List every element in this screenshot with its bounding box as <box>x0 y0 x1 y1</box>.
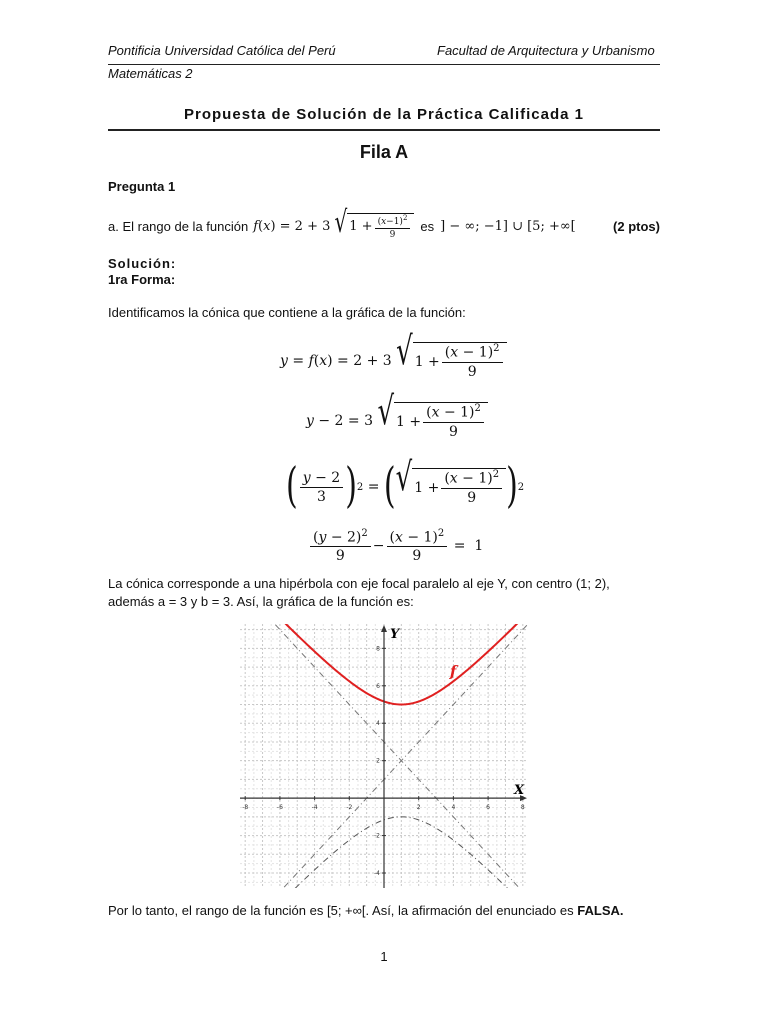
statement-middle: es <box>420 218 435 234</box>
x-axis-label: X <box>514 783 525 799</box>
x-tick-label: 2 <box>416 804 421 812</box>
conclusion-line-1: La cónica corresponde a una hipérbola con eje focal paralelo al eje Y, con centro (1; 2), <box>108 576 610 591</box>
conclusion-line-2: además a = 3 y b = 3. Así, la gráfica de la función es: <box>108 594 414 609</box>
equation-4: $\frac{(y - 2)^2}{9}$ − $\frac{(x - 1)^2}{9}$ = 1 <box>308 526 483 566</box>
y-tick-label: 8 <box>376 645 380 653</box>
course-name: Matemáticas 2 <box>108 66 193 81</box>
faculty-name: Facultad de Arquitectura y Urbanismo <box>437 43 655 58</box>
subtitle: Fila A <box>359 142 409 162</box>
x-tick-label: -6 <box>276 804 283 812</box>
graph-axes <box>240 625 527 888</box>
equation-1: y = f ( x ) = 2 + 3 √ 1 + $\frac{(x - 1)^2}{9}$ <box>280 338 507 384</box>
x-tick-label: 4 <box>451 804 456 812</box>
solution-intro: Identificamos la cónica que contiene a la gráfica de la función: <box>108 305 466 320</box>
final-prefix: Por lo tanto, el rango de la función es [5; +∞[. Así, la afirmación del enunciado es <box>108 903 574 918</box>
page-number: 1 <box>380 949 388 964</box>
equation-3: ( $\frac{y - 2}{3}$ ) 2 = ( √ 1 + $\frac{(x - 1)^2}{9}$ ) 2 <box>286 455 525 515</box>
x-tick-label: -4 <box>311 804 318 812</box>
hyperbola-graph <box>240 624 528 888</box>
y-tick-label: -2 <box>374 832 380 840</box>
y-axis-label: Y <box>390 627 400 642</box>
points-badge: (2 ptos) <box>613 218 660 234</box>
y-tick-label: -4 <box>374 870 380 878</box>
statement-range: ] − ∞; −1] ∪ [5; +∞[ <box>440 218 576 234</box>
title-rule <box>108 129 660 131</box>
university-name: Pontificia Universidad Católica del Perú <box>108 43 336 58</box>
header-rule <box>108 64 660 65</box>
method-label: 1ra Forma: <box>108 272 176 287</box>
statement-prefix: a. El rango de la función <box>108 218 249 234</box>
equation-2: y − 2 = 3 √ 1 + $\frac{(x - 1)^2}{9}$ <box>306 398 488 444</box>
y-tick-label: 2 <box>376 757 380 765</box>
page-title: Propuesta de Solución de la Práctica Calificada 1 <box>184 106 584 123</box>
question-label: Pregunta 1 <box>108 179 176 194</box>
y-tick-label: 6 <box>376 682 380 690</box>
y-tick-label: 4 <box>376 720 380 728</box>
y-axis-arrow <box>381 625 387 632</box>
x-tick-label: 6 <box>486 804 491 812</box>
function-definition: f(x) = 2 + 3 √ 1 + $\frac{(x-1)^2}{9}$ <box>253 213 414 240</box>
x-tick-label: 8 <box>520 804 525 812</box>
final-verdict: FALSA. <box>577 903 624 918</box>
question-statement <box>108 202 660 240</box>
curve-label-f: f <box>449 662 457 681</box>
x-tick-label: -2 <box>346 804 353 812</box>
x-tick-label: -8 <box>242 804 249 812</box>
solution-label: Solución: <box>108 256 177 271</box>
final-statement <box>108 903 624 918</box>
